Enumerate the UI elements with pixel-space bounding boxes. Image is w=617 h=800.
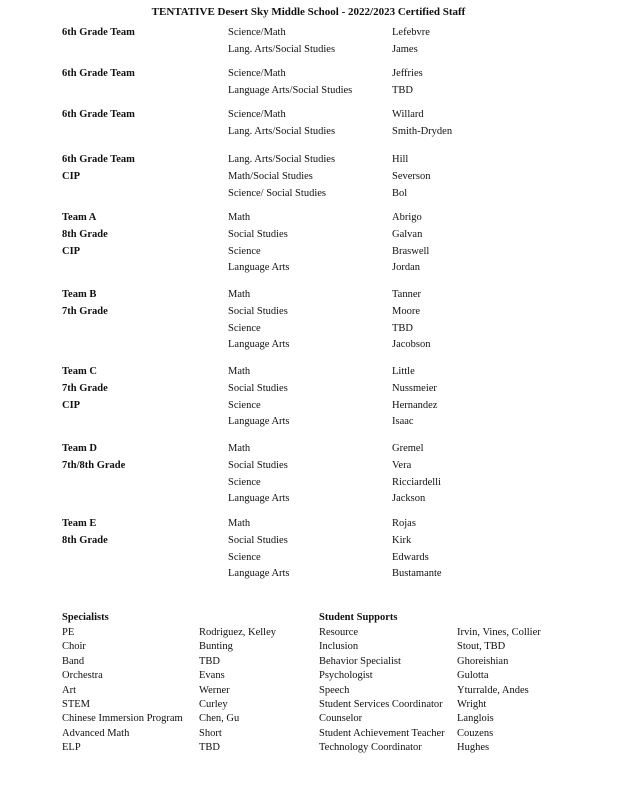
subject: Math bbox=[228, 212, 251, 223]
team-row bbox=[0, 210, 617, 227]
subject: Social Studies bbox=[228, 228, 288, 240]
support-role: Counselor bbox=[319, 713, 363, 725]
teacher: Severson bbox=[392, 170, 431, 182]
subject: Social Studies bbox=[228, 382, 288, 394]
team-row bbox=[0, 321, 617, 338]
support-name: Hughes bbox=[457, 742, 490, 754]
teacher: Ricciardelli bbox=[392, 476, 441, 488]
specialist-role: Art bbox=[62, 684, 76, 696]
specialist-name: Evans bbox=[199, 670, 225, 682]
team-row bbox=[0, 398, 617, 415]
team-row bbox=[0, 25, 617, 42]
support-role: Speech bbox=[319, 684, 350, 696]
specialist-name: Curley bbox=[199, 699, 228, 710]
subject: Math bbox=[228, 518, 251, 529]
teacher: Bustamante bbox=[392, 568, 442, 580]
teacher: Smith-Dryden bbox=[392, 125, 453, 137]
specialist-name: Bunting bbox=[199, 641, 233, 653]
team-row bbox=[0, 550, 617, 567]
support-name: Wright bbox=[457, 699, 487, 710]
subject: Science bbox=[228, 399, 261, 411]
team-row bbox=[0, 227, 617, 244]
teacher: Jeffries bbox=[392, 68, 423, 79]
subject: Lang. Arts/Social Studies bbox=[228, 154, 336, 165]
team-row bbox=[0, 414, 617, 431]
teacher: James bbox=[392, 43, 418, 55]
subject: Math bbox=[228, 289, 251, 300]
team-group bbox=[0, 287, 617, 354]
team-row bbox=[0, 381, 617, 398]
team-label: 6th Grade Team bbox=[62, 154, 135, 165]
team-label: Team C bbox=[62, 366, 97, 377]
specialist-name: Chen, Gu bbox=[199, 713, 240, 725]
team-group bbox=[0, 107, 617, 141]
team-label: 7th Grade bbox=[62, 305, 108, 317]
specialist-name: Short bbox=[199, 727, 222, 739]
subject: Lang. Arts/Social Studies bbox=[228, 125, 336, 137]
teacher: TBD bbox=[392, 322, 413, 334]
team-label: CIP bbox=[62, 245, 81, 257]
subject: Language Arts bbox=[228, 339, 290, 351]
support-role: Technology Coordinator bbox=[319, 742, 422, 754]
teacher: Nussmeier bbox=[392, 382, 437, 394]
subject: Science/Math bbox=[228, 27, 286, 38]
team-group bbox=[0, 152, 617, 202]
support-role: Behavior Specialist bbox=[319, 655, 401, 667]
subject: Lang. Arts/Social Studies bbox=[228, 43, 336, 55]
team-row bbox=[0, 107, 617, 124]
team-row bbox=[0, 186, 617, 203]
team-label: Team D bbox=[62, 443, 97, 454]
subject: Science bbox=[228, 322, 261, 334]
subject: Social Studies bbox=[228, 305, 288, 317]
specialist-role: ELP bbox=[62, 742, 81, 754]
teacher: Galvan bbox=[392, 228, 423, 240]
team-row bbox=[0, 42, 617, 59]
team-label: 6th Grade Team bbox=[62, 109, 135, 120]
specialists-heading: Specialists bbox=[62, 612, 109, 623]
teacher: Abrigo bbox=[392, 212, 422, 223]
subject: Language Arts bbox=[228, 262, 290, 274]
teacher: Moore bbox=[392, 305, 420, 317]
team-row bbox=[0, 533, 617, 550]
team-row bbox=[0, 458, 617, 475]
subject: Social Studies bbox=[228, 459, 288, 471]
team-row bbox=[0, 152, 617, 169]
team-row bbox=[0, 441, 617, 458]
team-row bbox=[0, 304, 617, 321]
specialist-role: STEM bbox=[62, 699, 91, 710]
teacher: TBD bbox=[392, 84, 413, 96]
support-name: Ghoreishian bbox=[457, 655, 509, 667]
team-label: 7th/8th Grade bbox=[62, 459, 126, 471]
teacher: Bol bbox=[392, 187, 408, 199]
subject: Math/Social Studies bbox=[228, 170, 313, 182]
teacher: Tanner bbox=[392, 289, 421, 300]
support-role: Student Achievement Teacher bbox=[319, 727, 445, 739]
subject: Science/ Social Studies bbox=[228, 187, 326, 199]
team-row bbox=[0, 364, 617, 381]
teacher: Lefebvre bbox=[392, 27, 430, 38]
team-group bbox=[0, 516, 617, 583]
team-group bbox=[0, 210, 617, 277]
team-row bbox=[0, 169, 617, 186]
teacher: Jacobson bbox=[392, 339, 431, 351]
specialist-name: Werner bbox=[199, 684, 230, 696]
team-label: Team E bbox=[62, 518, 97, 529]
team-label: 6th Grade Team bbox=[62, 27, 135, 38]
teacher: Braswell bbox=[392, 245, 430, 257]
subject: Social Studies bbox=[228, 534, 288, 546]
team-label: CIP bbox=[62, 170, 81, 182]
team-row bbox=[0, 287, 617, 304]
specialist-role: Choir bbox=[62, 641, 86, 653]
specialist-role: Band bbox=[62, 655, 85, 667]
specialist-name: TBD bbox=[199, 742, 220, 754]
team-row bbox=[0, 260, 617, 277]
team-label: 7th Grade bbox=[62, 382, 108, 394]
subject: Language Arts bbox=[228, 568, 290, 580]
team-label: CIP bbox=[62, 399, 81, 411]
subject: Science/Math bbox=[228, 68, 286, 79]
team-row bbox=[0, 66, 617, 83]
student-supports-heading: Student Supports bbox=[319, 612, 398, 623]
teacher: Jackson bbox=[392, 493, 426, 505]
subject: Math bbox=[228, 443, 251, 454]
support-role: Resource bbox=[319, 627, 359, 638]
team-row bbox=[0, 491, 617, 508]
specialist-role: Orchestra bbox=[62, 670, 103, 682]
team-group bbox=[0, 66, 617, 100]
support-name: Yturralde, Andes bbox=[457, 684, 529, 696]
support-role: Student Services Coordinator bbox=[319, 699, 443, 710]
support-role: Psychologist bbox=[319, 670, 373, 682]
support-name: Langlois bbox=[457, 713, 494, 725]
support-name: Gulotta bbox=[457, 670, 489, 682]
support-role: Inclusion bbox=[319, 641, 359, 653]
teacher: Rojas bbox=[392, 518, 416, 529]
subject: Math bbox=[228, 366, 251, 377]
teacher: Isaac bbox=[392, 416, 414, 428]
subject: Science bbox=[228, 551, 261, 563]
team-row bbox=[0, 124, 617, 141]
teacher: Kirk bbox=[392, 534, 412, 546]
specialist-name: Rodriguez, Kelley bbox=[199, 627, 276, 638]
team-label: 6th Grade Team bbox=[62, 68, 135, 79]
subject: Language Arts bbox=[228, 493, 290, 505]
teacher: Jordan bbox=[392, 262, 420, 274]
subject: Science bbox=[228, 245, 261, 257]
teacher: Little bbox=[392, 366, 415, 377]
team-row bbox=[0, 475, 617, 492]
teacher: Hernandez bbox=[392, 399, 438, 411]
teacher: Gremel bbox=[392, 443, 424, 454]
support-name: Irvin, Vines, Collier bbox=[457, 627, 541, 638]
support-name: Stout, TBD bbox=[457, 641, 506, 653]
teacher: Hill bbox=[392, 154, 409, 165]
team-label: 8th Grade bbox=[62, 534, 108, 546]
subject: Language Arts/Social Studies bbox=[228, 84, 353, 96]
support-name: Couzens bbox=[457, 727, 494, 739]
team-row bbox=[0, 516, 617, 533]
specialist-role: PE bbox=[62, 627, 75, 638]
team-label: Team A bbox=[62, 212, 97, 223]
team-label: Team B bbox=[62, 289, 97, 300]
specialist-role: Chinese Immersion Program bbox=[62, 713, 183, 725]
teacher: Willard bbox=[392, 109, 424, 120]
document-title: TENTATIVE Desert Sky Middle School - 2022/2023 Certified Staff bbox=[151, 6, 466, 18]
team-row bbox=[0, 244, 617, 261]
team-row bbox=[0, 337, 617, 354]
teacher: Edwards bbox=[392, 551, 429, 563]
subject: Language Arts bbox=[228, 416, 290, 428]
specialist-role: Advanced Math bbox=[62, 727, 130, 739]
specialist-name: TBD bbox=[199, 655, 220, 667]
teacher: Vera bbox=[392, 459, 412, 471]
team-group bbox=[0, 25, 617, 59]
team-row bbox=[0, 566, 617, 583]
team-group bbox=[0, 364, 617, 431]
subject: Science/Math bbox=[228, 109, 286, 120]
team-group bbox=[0, 441, 617, 508]
team-row bbox=[0, 83, 617, 100]
team-label: 8th Grade bbox=[62, 228, 108, 240]
subject: Science bbox=[228, 476, 261, 488]
